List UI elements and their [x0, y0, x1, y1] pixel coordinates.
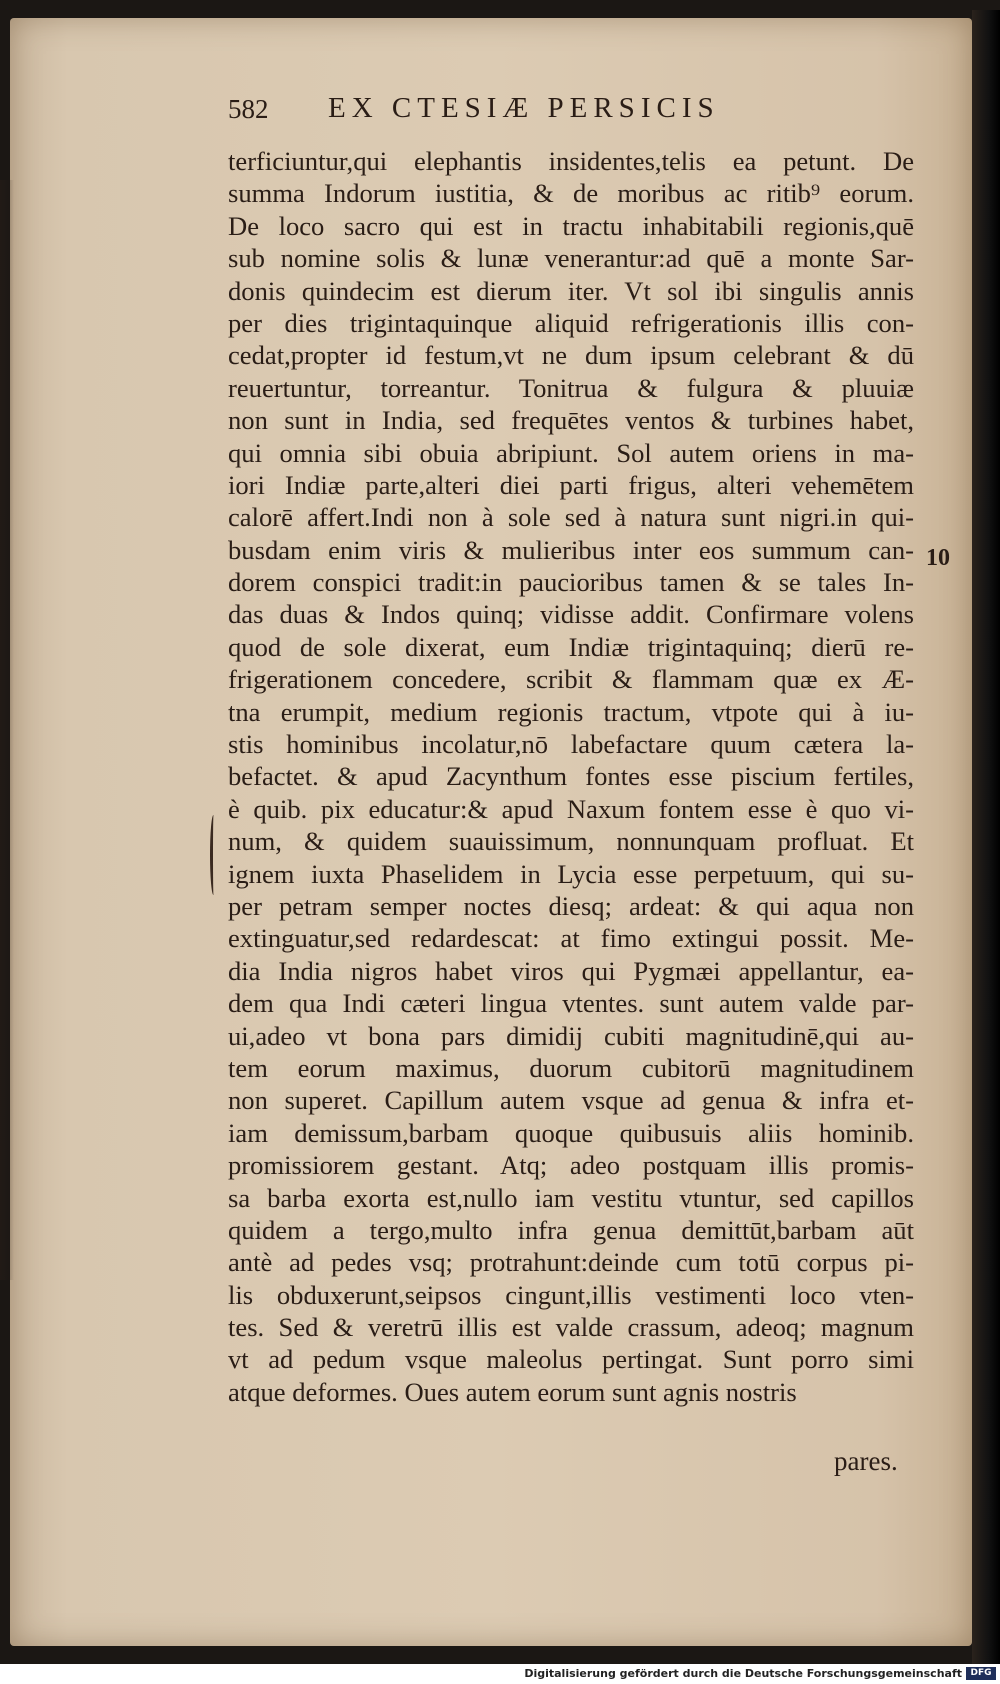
text-line: stis hominibus incolatur,nō labefactare quum cætera la-: [228, 729, 914, 760]
text-line: extinguatur,sed redardescat: at fimo extingui possit. Me-: [228, 923, 914, 954]
text-line: das duas & Indos quinq; vidisse addit. Confirmare volens: [228, 599, 914, 630]
text-line: per dies trigintaquinque aliquid refrigerationis illis con-: [228, 307, 914, 338]
text-line: calorē affert.Indi non à sole sed à natura sunt nigri.in qui-: [228, 502, 914, 533]
text-line: summa Indorum iustitia, & de moribus ac ritib⁹ eorum.: [228, 178, 914, 209]
text-line: quod de sole dixerat, eum Indiæ trigintaquinq; dierū re-: [228, 631, 914, 662]
text-line: ignem iuxta Phaselidem in Lycia esse perpetuum, qui su-: [228, 858, 914, 889]
marginal-line-number: 10: [926, 545, 950, 571]
text-line: donis quindecim est dierum iter. Vt sol ibi singulis annis: [228, 275, 914, 306]
funding-credit: Digitalisierung gefördert durch die Deutsche Forschungsgemeinschaft: [524, 1667, 962, 1680]
text-line: dia India nigros habet viros qui Pygmæi appellantur, ea-: [228, 955, 914, 986]
digitization-footer: [0, 1664, 1000, 1684]
body-text: [228, 145, 914, 1408]
binding-shadow: [0, 180, 14, 1280]
page-header: [228, 92, 788, 132]
text-line: iori Indiæ parte,alteri diei parti frigus, alteri vehemētem: [228, 469, 914, 500]
text-line: iam demissum,barbam quoque quibusuis aliis hominib.: [228, 1117, 914, 1148]
text-line: dem qua Indi cæteri lingua vtentes. sunt autem valde par-: [228, 988, 914, 1019]
margin-bracket-mark: [210, 815, 217, 895]
text-line: vt ad pedum vsque maleolus pertingat. Sunt porro simi: [228, 1344, 914, 1375]
text-line: reuertuntur, torreantur. Tonitrua & fulgura & pluuiæ: [228, 372, 914, 403]
dfg-logo: DFG: [966, 1667, 996, 1680]
text-line: lis obduxerunt,seipsos cingunt,illis vestimenti loco vten-: [228, 1279, 914, 1310]
text-line: sub nomine solis & lunæ venerantur:ad quē a monte Sar-: [228, 243, 914, 274]
text-line: per petram semper noctes diesq; ardeat: & qui aqua non: [228, 890, 914, 921]
text-line: ui,adeo vt bona pars dimidij cubiti magnitudinē,qui au-: [228, 1020, 914, 1051]
text-line: antè ad pedes vsq; protrahunt:deinde cum totū corpus pi-: [228, 1247, 914, 1278]
text-line: tes. Sed & veretrū illis est valde crassum, adeoq; magnum: [228, 1312, 914, 1343]
text-line: tem eorum maximus, duorum cubitorū magnitudinem: [228, 1052, 914, 1083]
text-line: atque deformes. Oues autem eorum sunt agnis nostris: [228, 1376, 797, 1407]
running-title: EX CTESIÆ PERSICIS: [328, 92, 720, 124]
text-line: dorem conspici tradit:in paucioribus tamen & se tales In-: [228, 567, 914, 598]
text-line: num, & quidem suauissimum, nonnunquam profluat. Et: [228, 826, 914, 857]
text-line: De loco sacro qui est in tractu inhabitabili regionis,quē: [228, 210, 914, 241]
text-line: non superet. Capillum autem vsque ad genua & infra et-: [228, 1085, 914, 1116]
text-line: sa barba exorta est,nullo iam vestitu vtuntur, sed capillos: [228, 1182, 914, 1213]
text-line: qui omnia sibi obuia abripiunt. Sol autem oriens in ma-: [228, 437, 914, 468]
text-line: è quib. pix educatur:& apud Naxum fontem esse è quo vi-: [228, 793, 914, 824]
page-number: 582: [228, 94, 269, 124]
text-line: tna erumpit, medium regionis tractum, vtpote qui à iu-: [228, 696, 914, 727]
text-line: promissiorem gestant. Atq; adeo postquam illis promis-: [228, 1150, 914, 1181]
text-line: terficiuntur,qui elephantis insidentes,telis ea petunt. De: [228, 146, 914, 176]
catchword: pares.: [834, 1446, 898, 1476]
text-line: frigerationem concedere, scribit & flammam quæ ex Æ-: [228, 664, 914, 695]
text-line: cedat,propter id festum,vt ne dum ipsum celebrant & dū: [228, 340, 914, 371]
text-line: non sunt in India, sed frequētes ventos & turbines habet,: [228, 405, 914, 436]
text-line: befactet. & apud Zacynthum fontes esse piscium fertiles,: [228, 761, 914, 792]
text-line: busdam enim viris & mulieribus inter eos summum can-: [228, 534, 914, 565]
book-edge: [972, 10, 1000, 1664]
text-line: quidem a tergo,multo infra genua demittūt,barbam aūt: [228, 1214, 914, 1245]
